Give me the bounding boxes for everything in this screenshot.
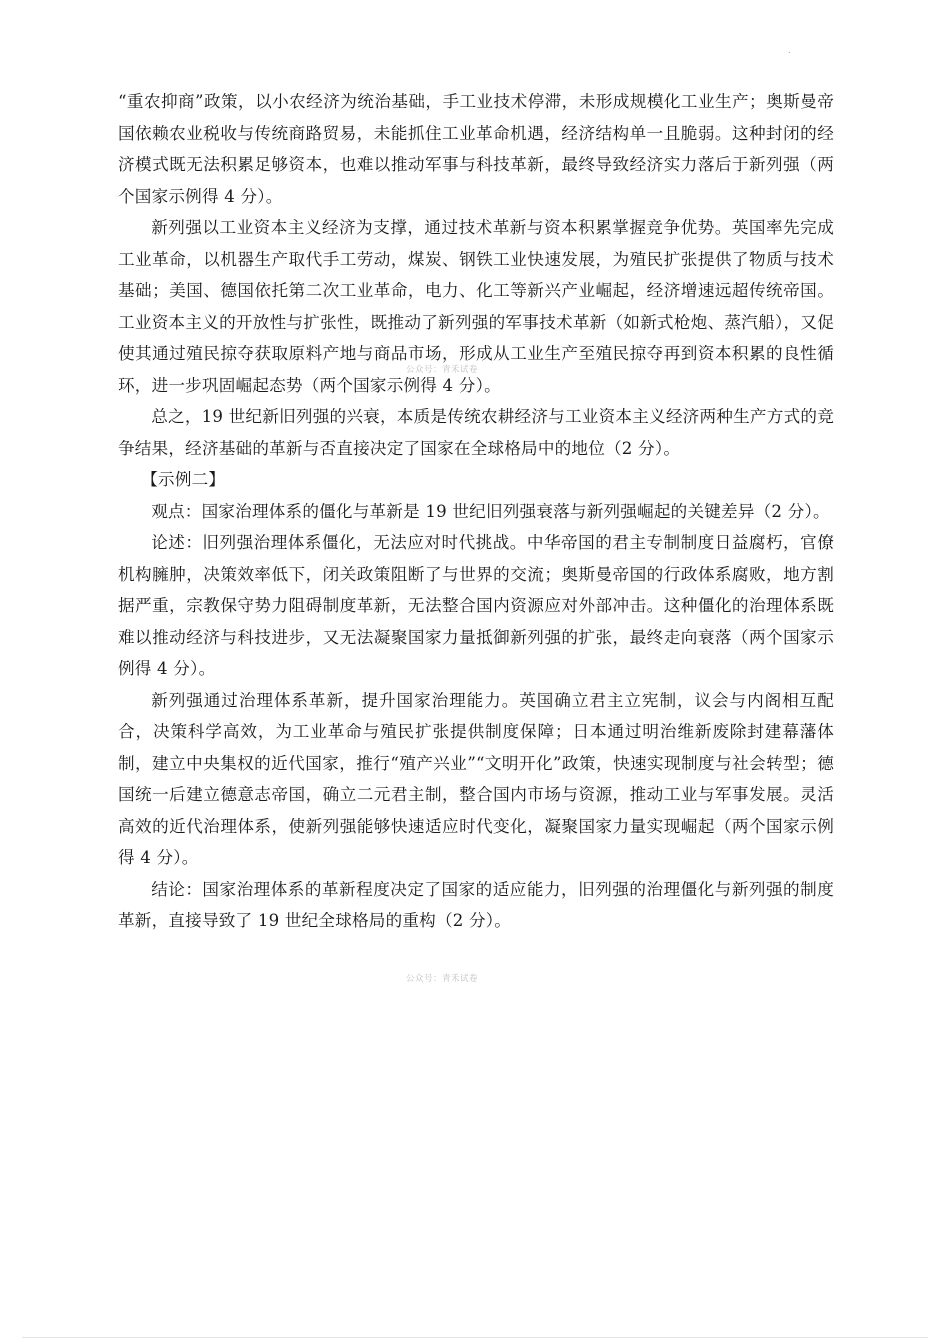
paragraph-viewpoint: 观点：国家治理体系的僵化与革新是 19 世纪旧列强衰落与新列强崛起的关键差异（2 分）。 [151, 501, 830, 521]
page-corner-mark: . [788, 46, 791, 55]
paragraph-conclusion: 结论：国家治理体系的革新程度决定了国家的适应能力，旧列强的治理僵化与新列强的制度革新，直接导致了 19 世纪全球格局的重构（2 分）。 [118, 879, 834, 930]
watermark-text: 公众号：青禾试卷 [406, 365, 479, 375]
paragraph-economy-new-powers: 新列强以工业资本主义经济为支撑，通过技术革新与资本积累掌握竞争优势。英国率先完成工业革命，以机器生产取代手工劳动，煤炭、钢铁工业快速发展，为殖民扩张提供了物质与技术基础；美国、德国依托第二次工业革命，电力、化工等新兴产业崛起，经济增速远超传统帝国。工业资本主义的开放性与扩张性，既推动了新列强的军事技术革新（如新式枪炮、蒸汽船），又促使其通过殖民掠夺获取原料产地与商品市场，形成从工业生产至殖民掠夺再到资本积累的良性循环，进一步巩固崛起态势（两个国家示例得 4 分）。 [118, 218, 834, 395]
paragraph-economy-old-powers: “重农抑商”政策，以小农经济为统治基础，手工业技术停滞，未形成规模化工业生产；奥斯曼帝国依赖农业税收与传统商路贸易，未能抓住工业革命机遇，经济结构单一且脆弱。这种封闭的经济模式既无法积累足够资本，也难以推动军事与科技革新，最终导致经济实力落后于新列强（两个国家示例得 4 分）。 [118, 92, 834, 206]
document-body [118, 86, 834, 937]
page-bottom-divider [22, 1337, 928, 1338]
section-heading-example-two: 【示例二】 [141, 470, 226, 489]
paragraph-summary-one: 总之，19 世纪新旧列强的兴衰，本质是传统农耕经济与工业资本主义经济两种生产方式的竞争结果，经济基础的革新与否直接决定了国家在全球格局中的地位（2 分）。 [118, 407, 834, 458]
watermark-text: 公众号：青禾试卷 [406, 974, 479, 984]
paragraph-argument-old-powers: 论述：旧列强治理体系僵化，无法应对时代挑战。中华帝国的君主专制制度日益腐朽，官僚机构臃肿，决策效率低下，闭关政策阻断了与世界的交流；奥斯曼帝国的行政体系腐败，地方割据严重，宗教保守势力阻碍制度革新，无法整合国内资源应对外部冲击。这种僵化的治理体系既难以推动经济与科技进步，又无法凝聚国家力量抵御新列强的扩张，最终走向衰落（两个国家示例得 4 分）。 [118, 533, 834, 678]
paragraph-argument-new-powers: 新列强通过治理体系革新，提升国家治理能力。英国确立君主立宪制，议会与内阁相互配合，决策科学高效，为工业革命与殖民扩张提供制度保障；日本通过明治维新废除封建幕藩体制，建立中央集权的近代国家，推行“殖产兴业”“文明开化”政策，快速实现制度与社会转型；德国统一后建立德意志帝国，确立二元君主制，整合国内市场与资源，推动工业与军事发展。灵活高效的近代治理体系，使新列强能够快速适应时代变化，凝聚国家力量实现崛起（两个国家示例得 4 分）。 [118, 690, 834, 867]
